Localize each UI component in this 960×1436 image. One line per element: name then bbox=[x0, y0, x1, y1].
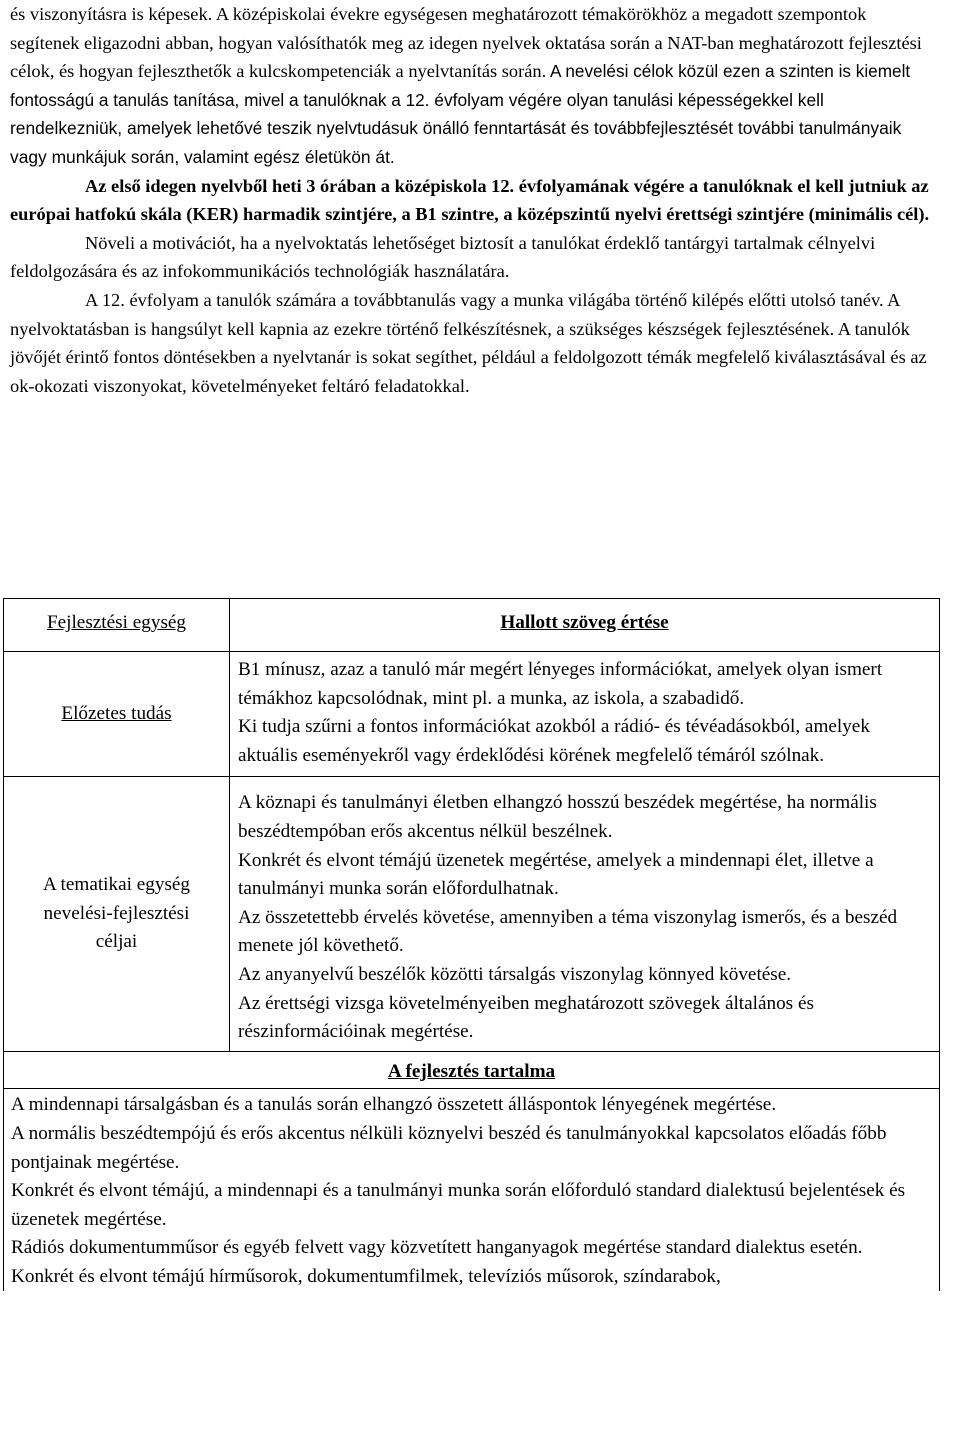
goals-label-cell bbox=[4, 777, 230, 1051]
intro-p1-tail: A nevelési célok közül ezen a szinten is kiemelt fontosságú a tanulás tanítása, mivel a tanulóknak a 12. bbox=[10, 61, 911, 110]
goal-line: Konkrét és elvont témájú üzenetek megértése, amelyek a mindennapi élet, illetve a tanulmányi munka során előfordulhatnak. bbox=[238, 849, 874, 900]
content-line: A mindennapi társalgásban és a tanulás során elhangzó összetett álláspontok lényegének megértése. bbox=[11, 1094, 777, 1116]
unit-value: Hallott szöveg értése bbox=[500, 612, 669, 633]
prior-label: Előzetes tudás bbox=[61, 702, 172, 724]
intro-paragraph-2: Az első idegen nyelvből heti 3 órában a középiskola 12. évfolyamának végére a tanulóknak el kell jutniuk az európai hatfokú skála (KER) harmadik szintjére, a B1 szintre, a középszintű nyelvi érettségi szintjére (minimális cél). bbox=[10, 175, 930, 225]
content-cell bbox=[4, 1089, 940, 1292]
goals-value-cell bbox=[230, 777, 940, 1051]
content-line: A normális beszédtempójú és erős akcentus nélküli köznyelvi beszéd és tanulmányokkal kapcsolatos előadás főbb pontjainak megértése. bbox=[11, 1122, 887, 1173]
goal-line: Az anyanyelvű beszélők közötti társalgás viszonylag könnyed követése. bbox=[238, 963, 792, 985]
goals-label-line: céljai bbox=[95, 931, 138, 953]
goals-row bbox=[4, 777, 940, 1051]
content-title: A fejlesztés tartalma bbox=[4, 1051, 940, 1089]
prior-value-cell bbox=[230, 652, 940, 777]
goal-line: Az érettségi vizsga követelményeiben meghatározott szövegek általános és részinformációinak megértése. bbox=[238, 992, 814, 1043]
goals-label-line: A tematikai egység bbox=[42, 874, 191, 896]
intro-p1-rest: A középiskolai évekre egységesen meghatározott témakörökhöz a megadott szempontok segítenek eligazodni abban, hogyan valósíthatók meg az idegen nyelvek oktatása során a NAT-ban meghatározott fejlesztési célok, és hogyan fejleszthetők a kulcskompetenciák a nyelvtanítás során. bbox=[10, 4, 922, 82]
content-line: Konkrét és elvont témájú hírműsorok, dokumentumfilmek, televíziós műsorok, színdarabok, bbox=[11, 1265, 721, 1287]
curriculum-table bbox=[3, 598, 940, 1291]
content-line: Rádiós dokumentumműsor és egyéb felvett vagy közvetített hanganyagok megértése standard dialektus esetén. bbox=[11, 1237, 863, 1259]
goal-line: A köznapi és tanulmányi életben elhangzó hosszú beszédek megértése, ha normális beszédtempóban erős akcentus nélkül beszélnek. bbox=[238, 792, 877, 842]
prior-line: B1 mínusz, azaz a tanuló már megért lényeges információkat, amelyek olyan ismert témákhoz kapcsolódnak, mint pl. a munka, az iskola, a szabadidő. bbox=[238, 659, 883, 709]
unit-row bbox=[4, 599, 940, 652]
unit-label-cell bbox=[4, 599, 230, 652]
content-title-row bbox=[4, 1051, 940, 1089]
goal-line: Az összetettebb érvelés követése, amennyiben a téma viszonylag ismerős, és a beszéd menete jól követhető. bbox=[238, 906, 898, 957]
intro-paragraph-1 bbox=[10, 0, 940, 172]
content-row bbox=[4, 1089, 940, 1292]
prior-knowledge-row bbox=[4, 652, 940, 777]
unit-label: Fejlesztési egység bbox=[46, 612, 187, 633]
goals-label-line: nevelési-fejlesztési bbox=[43, 902, 190, 924]
intro-p1-tail2: évfolyam végére olyan tanulási képességekkel kell rendelkezniük, amelyek lehetővé teszik nyelvtudásuk önálló fenntartását és továbbfejlesztését további tanulmányaik vagy munkájuk során, valamint egész életükön át. bbox=[10, 89, 902, 167]
content-line: Konkrét és elvont témájú, a mindennapi és a tanulmányi munka során előforduló standard dialektusú bejelentések és üzenetek megértése. bbox=[11, 1180, 906, 1230]
prior-label-cell bbox=[4, 652, 230, 777]
page bbox=[10, 0, 940, 400]
intro-line0: és viszonyításra is képesek. bbox=[10, 4, 216, 24]
intro-text bbox=[10, 0, 940, 400]
unit-value-cell bbox=[230, 599, 940, 652]
intro-paragraph-3: Növeli a motivációt, ha a nyelvoktatás lehetőséget biztosít a tanulókat érdeklő tantárgyi tartalmak célnyelvi feldolgozására és az infokommunikációs technológiák használatára. bbox=[10, 232, 876, 282]
intro-paragraph-4: A 12. évfolyam a tanulók számára a továbbtanulás vagy a munka világába történő kilépés előtti utolsó tanév. A nyelvoktatásban is hangsúlyt kell kapnia az ezekre történő felkészítésnek, a szükséges készségek fejlesztésének. A tanulók jövőjét érintő fontos döntésekben a nyelvtanár is sokat segíthet, például a feldolgozott témák megfelelő kiválasztásával és az ok-okozati viszonyokat, követelményeket feltáró feladatokkal. bbox=[10, 289, 927, 396]
prior-line: Ki tudja szűrni a fontos információkat azokból a rádió- és tévéadásokból, amelyek aktuális eseményekről vagy érdeklődési körének megfelelő témáról szólnak. bbox=[238, 716, 870, 766]
